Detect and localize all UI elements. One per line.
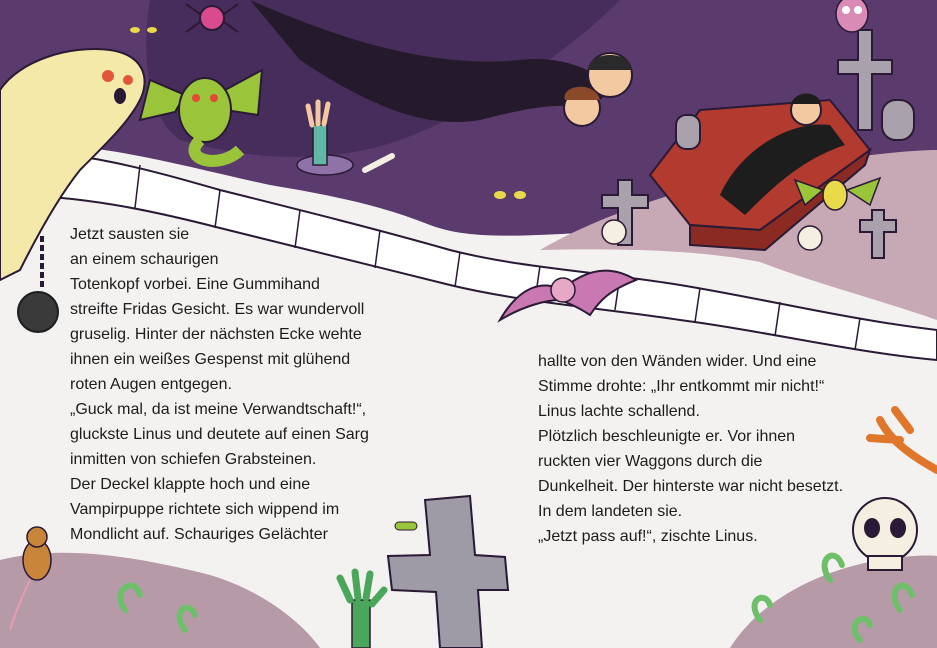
text-line: ruckten vier Waggons durch die: [538, 453, 763, 470]
text-line: roten Augen entgegen.: [70, 376, 232, 393]
text-line: In dem landeten sie.: [538, 503, 683, 520]
text-line: Jetzt sausten sie: [70, 226, 190, 243]
text-line: Linus lachte schallend.: [538, 403, 700, 420]
text-line: Vampirpuppe richtete sich wippend im: [70, 501, 340, 518]
left-text-column: [70, 222, 369, 547]
text-line: Dunkelheit. Der hinterste war nicht besetzt.: [538, 478, 844, 495]
text-line: ihnen ein weißes Gespenst mit glühend: [70, 351, 351, 368]
text-line: Stimme drohte: „Ihr entkommt mir nicht!“: [538, 378, 825, 395]
text-line: gluckste Linus und deutete auf einen Sarg: [70, 426, 369, 443]
text-line: „Guck mal, da ist meine Verwandtschaft!“,: [70, 401, 367, 418]
ground-right: [730, 555, 937, 648]
text-line: Der Deckel klappte hoch und eine: [70, 476, 311, 493]
text-line: gruselig. Hinter der nächsten Ecke wehte: [70, 326, 362, 343]
text-line: hallte von den Wänden wider. Und eine: [538, 353, 817, 370]
right-text-column: [538, 349, 843, 549]
center-gravestone: [388, 496, 508, 648]
text-line: Mondlicht auf. Schauriges Gelächter: [70, 526, 328, 543]
text-line: Plötzlich beschleunigte er. Vor ihnen: [538, 428, 796, 445]
text-line: an einem schaurigen: [70, 251, 219, 268]
text-line: Totenkopf vorbei. Eine Gummihand: [70, 276, 320, 293]
owl-icon: [836, 0, 868, 32]
text-line: streifte Fridas Gesicht. Es war wundervoll: [70, 301, 365, 318]
text-line: inmitten von schiefen Grabsteinen.: [70, 451, 317, 468]
zombie-hand-green: [340, 572, 384, 648]
claw-hand: [870, 410, 937, 470]
text-line: „Jetzt pass auf!“, zischte Linus.: [538, 528, 758, 545]
vampire-doll-icon: [791, 94, 821, 126]
